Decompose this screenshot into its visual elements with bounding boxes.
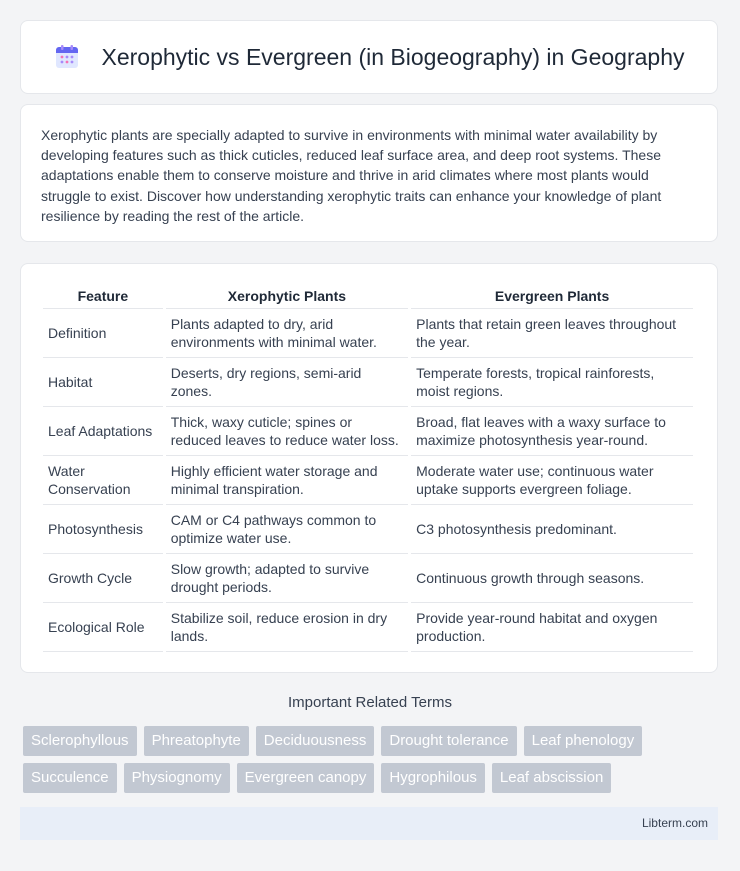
table-row	[43, 505, 693, 554]
table-row	[43, 554, 693, 603]
table-row	[43, 358, 693, 407]
table-row	[43, 309, 693, 358]
calendar-icon	[54, 44, 80, 70]
xerophytic-cell: Slow growth; adapted to survive drought periods.	[166, 554, 408, 603]
related-terms-tags	[23, 726, 723, 800]
feature-cell: Ecological Role	[43, 603, 163, 652]
xerophytic-cell: Stabilize soil, reduce erosion in dry lands.	[166, 603, 408, 652]
evergreen-cell: Plants that retain green leaves throughout the year.	[411, 309, 693, 358]
related-term-tag[interactable]: Leaf phenology	[524, 726, 643, 756]
footer-site-link[interactable]: Libterm.com	[641, 816, 708, 830]
tag-row	[23, 726, 723, 756]
footer	[20, 807, 718, 840]
table-row	[43, 456, 693, 505]
related-term-tag[interactable]: Deciduousness	[256, 726, 375, 756]
intro-card	[20, 104, 718, 242]
evergreen-cell: Provide year-round habitat and oxygen production.	[411, 603, 693, 652]
related-terms-title: Important Related Terms	[288, 694, 452, 711]
feature-cell: Water Conservation	[43, 456, 163, 505]
title-card	[20, 20, 718, 94]
evergreen-cell: Broad, flat leaves with a waxy surface to maximize photosynthesis year-round.	[411, 407, 693, 456]
xerophytic-cell: Deserts, dry regions, semi-arid zones.	[166, 358, 408, 407]
xerophytic-cell: Plants adapted to dry, arid environments with minimal water.	[166, 309, 408, 358]
table-row	[43, 603, 693, 652]
xerophytic-cell: CAM or C4 pathways common to optimize water use.	[166, 505, 408, 554]
header-evergreen: Evergreen Plants	[411, 284, 693, 309]
related-term-tag[interactable]: Drought tolerance	[381, 726, 516, 756]
related-term-tag[interactable]: Sclerophyllous	[23, 726, 137, 756]
feature-cell: Leaf Adaptations	[43, 407, 163, 456]
feature-cell: Growth Cycle	[43, 554, 163, 603]
header-feature: Feature	[43, 284, 163, 309]
evergreen-cell: Continuous growth through seasons.	[411, 554, 693, 603]
related-term-tag[interactable]: Leaf abscission	[492, 763, 611, 793]
xerophytic-cell: Thick, waxy cuticle; spines or reduced leaves to reduce water loss.	[166, 407, 408, 456]
page-title: Xerophytic vs Evergreen (in Biogeography) in Geography	[101, 43, 685, 70]
table-header-row	[43, 284, 693, 309]
related-term-tag[interactable]: Hygrophilous	[381, 763, 485, 793]
comparison-table-card	[20, 263, 718, 673]
feature-cell: Definition	[43, 309, 163, 358]
intro-text: Xerophytic plants are specially adapted to survive in environments with minimal water availability by developing features such as thick cuticles, reduced leaf surface area, and deep root systems. These adaptations enable them to conserve moisture and thrive in arid climates where most plants would struggle to exist. Discover how understanding xerophytic traits can enhance your knowledge of plant resilience by reading the rest of the article.	[41, 127, 662, 224]
comparison-table	[40, 284, 696, 652]
related-term-tag[interactable]: Evergreen canopy	[237, 763, 375, 793]
xerophytic-cell: Highly efficient water storage and minimal transpiration.	[166, 456, 408, 505]
table-row	[43, 407, 693, 456]
feature-cell: Habitat	[43, 358, 163, 407]
evergreen-cell: Moderate water use; continuous water uptake supports evergreen foliage.	[411, 456, 693, 505]
tag-row	[23, 763, 723, 793]
related-term-tag[interactable]: Succulence	[23, 763, 117, 793]
evergreen-cell: C3 photosynthesis predominant.	[411, 505, 693, 554]
related-term-tag[interactable]: Phreatophyte	[144, 726, 249, 756]
header-xerophytic: Xerophytic Plants	[166, 284, 408, 309]
related-term-tag[interactable]: Physiognomy	[124, 763, 230, 793]
feature-cell: Photosynthesis	[43, 505, 163, 554]
evergreen-cell: Temperate forests, tropical rainforests, moist regions.	[411, 358, 693, 407]
